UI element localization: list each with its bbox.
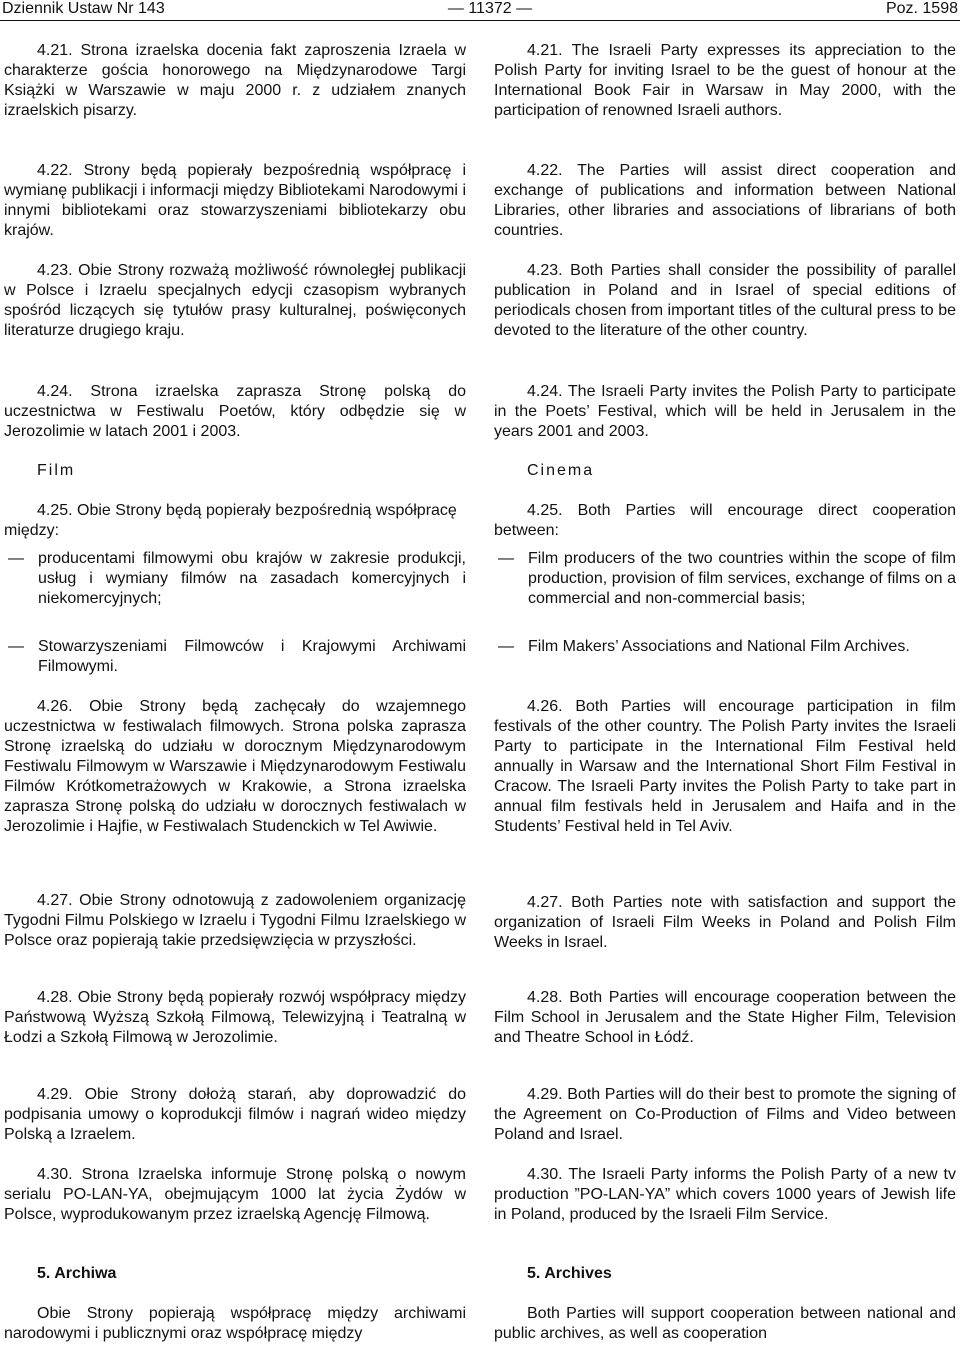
paragraph-4-25-pl: 4.25. Obie Strony będą popierały bezpośrednią współpracę między: xyxy=(4,502,457,539)
paragraph-archives-pl: Obie Strony popierają współpracę między archiwami narodowymi i publicznymi oraz współpracę między xyxy=(4,1305,466,1342)
paragraph-4-25-en: 4.25. Both Parties will encourage direct cooperation between: xyxy=(494,502,956,539)
list-item-associations-en xyxy=(494,637,956,657)
paragraph-4-28-en: 4.28. Both Parties will encourage cooperation between the Film School in Jerusalem and the State Higher Film, Television and Theatre School in Łódź. xyxy=(494,989,956,1046)
list-item-associations-pl xyxy=(4,637,466,677)
paragraph-4-30-en: 4.30. The Israeli Party informs the Polish Party of a new tv production ”PO-LAN-YA” which covers 1000 years of Jewish life in Poland, produced by the Israeli Film Service. xyxy=(494,1166,956,1223)
paragraph-4-27-pl: 4.27. Obie Strony odnotowują z zadowoleniem organizację Tygodni Filmu Polskiego w Izraelu i Tygodni Filmu Izraelskiego w Polsce oraz popierają takie przedsięwzięcia w przyszłości. xyxy=(4,892,466,949)
header-rule xyxy=(0,20,960,21)
dash-marker: — xyxy=(8,550,24,567)
section-heading-film: Film xyxy=(37,462,76,479)
list-item-text: Film Makers’ Associations and National Film Archives. xyxy=(528,638,910,655)
paragraph-archives-en: Both Parties will support cooperation between national and public archives, as well as cooperation xyxy=(494,1305,956,1342)
paragraph-4-21-en: 4.21. The Israeli Party expresses its appreciation to the Polish Party for inviting Israel to be the guest of honour at the International Book Fair in Warsaw in May 2000, with the participation of renowned Israeli authors. xyxy=(494,42,956,119)
paragraph-4-28-pl: 4.28. Obie Strony będą popierały rozwój współpracy między Państwową Wyższą Szkołą Filmową, Telewizyjną i Teatralną w Łodzi a Szkołą Filmową w Jerozolimie. xyxy=(4,989,466,1046)
section-heading-archiwa: 5. Archiwa xyxy=(37,1265,117,1282)
dash-marker: — xyxy=(8,638,24,655)
page-header xyxy=(0,0,960,22)
position-number: Poz. 1598 xyxy=(885,0,958,17)
paragraph-4-24-en: 4.24. The Israeli Party invites the Polish Party to participate in the Poets’ Festival, which will be held in Jerusalem in the years 2001 and 2003. xyxy=(494,383,956,440)
list-item-producers-en xyxy=(494,549,956,609)
paragraph-4-21-pl: 4.21. Strona izraelska docenia fakt zaproszenia Izraela w charakterze gościa honorowego na Międzynarodowe Targi Książki w Warszawie w maju 2000 r. z udziałem znanych izraelskich pisarzy. xyxy=(4,42,466,119)
paragraph-4-27-en: 4.27. Both Parties note with satisfaction and support the organization of Israeli Film Weeks in Poland and Polish Film Weeks in Israel. xyxy=(494,894,956,951)
section-heading-cinema: Cinema xyxy=(527,462,595,479)
paragraph-4-26-en: 4.26. Both Parties will encourage participation in film festivals of the other country. The Polish Party invites the Israeli Party to participate in the International Film Festival held annually in Warsaw and the International Short Film Festival in Cracow. The Israeli Party invites the Polish Party to take part in annual film festivals held in Jerusalem and Haifa and in the Students’ Festival held in Tel Aviv. xyxy=(494,698,956,835)
list-item-producers-pl xyxy=(4,549,466,609)
paragraph-4-23-en: 4.23. Both Parties shall consider the possibility of parallel publication in Poland and in Israel of special editions of periodicals chosen from important titles of the cultural press to be devoted to the literature of the other country. xyxy=(494,262,956,339)
list-item-text: producentami filmowymi obu krajów w zakresie produkcji, usług i wymiany filmów na zasadach komercyjnych i niekomercyjnych; xyxy=(38,550,466,607)
paragraph-4-22-en: 4.22. The Parties will assist direct cooperation and exchange of publications and information between National Libraries, other libraries and associations of librarians of both countries. xyxy=(494,162,956,239)
list-item-text: Stowarzyszeniami Filmowców i Krajowymi Archiwami Filmowymi. xyxy=(38,638,466,675)
paragraph-4-23-pl: 4.23. Obie Strony rozważą możliwość równoległej publikacji w Polsce i Izraelu specjalnych edycji czasopism wybranych spośród liczących się tytułów prasy kulturalnej, poświęconych literaturze drugiego kraju. xyxy=(4,262,466,339)
paragraph-4-29-pl: 4.29. Obie Strony dołożą starań, aby doprowadzić do podpisania umowy o koprodukcji filmów i nagrań wideo między Polską a Izraelem. xyxy=(4,1086,466,1143)
paragraph-4-30-pl: 4.30. Strona Izraelska informuje Stronę polską o nowym serialu PO-LAN-YA, obejmującym 1000 lat życia Żydów w Polsce, wyprodukowanym przez izraelską Agencję Filmową. xyxy=(4,1166,466,1223)
list-item-text: Film producers of the two countries within the scope of film production, provision of film services, exchange of films on a commercial and non-commercial basis; xyxy=(528,550,956,607)
dash-marker: — xyxy=(498,550,514,567)
section-heading-archives: 5. Archives xyxy=(527,1265,612,1282)
paragraph-4-29-en: 4.29. Both Parties will do their best to promote the signing of the Agreement on Co-Production of Films and Video between Poland and Israel. xyxy=(494,1086,956,1143)
paragraph-4-22-pl: 4.22. Strony będą popierały bezpośrednią współpracę i wymianę publikacji i informacji między Bibliotekami Narodowymi i innymi bibliotekami oraz stowarzyszeniami bibliotekarzy obu krajów. xyxy=(4,162,466,239)
paragraph-4-24-pl: 4.24. Strona izraelska zaprasza Stronę polską do uczestnictwa w Festiwalu Poetów, który odbędzie się w Jerozolimie w latach 2001 i 2003. xyxy=(4,383,466,440)
dash-marker: — xyxy=(498,638,514,655)
page-number: — 11372 — xyxy=(447,0,533,17)
journal-title: Dziennik Ustaw Nr 143 xyxy=(2,0,165,17)
paragraph-4-26-pl: 4.26. Obie Strony będą zachęcały do wzajemnego uczestnictwa w festiwalach filmowych. Strona polska zaprasza Stronę izraelską do udziału w dorocznym Międzynarodowym Festiwalu Filmowym w Warszawie i Międzynarodowym Festiwalu Filmów Krótkometrażowych w Krakowie, a Strona izraelska zaprasza Stronę polską do udziału w dorocznych festiwalach w Jerozolimie i Hajfie, w Festiwalach Studenckich w Tel Awiwie. xyxy=(4,698,466,835)
